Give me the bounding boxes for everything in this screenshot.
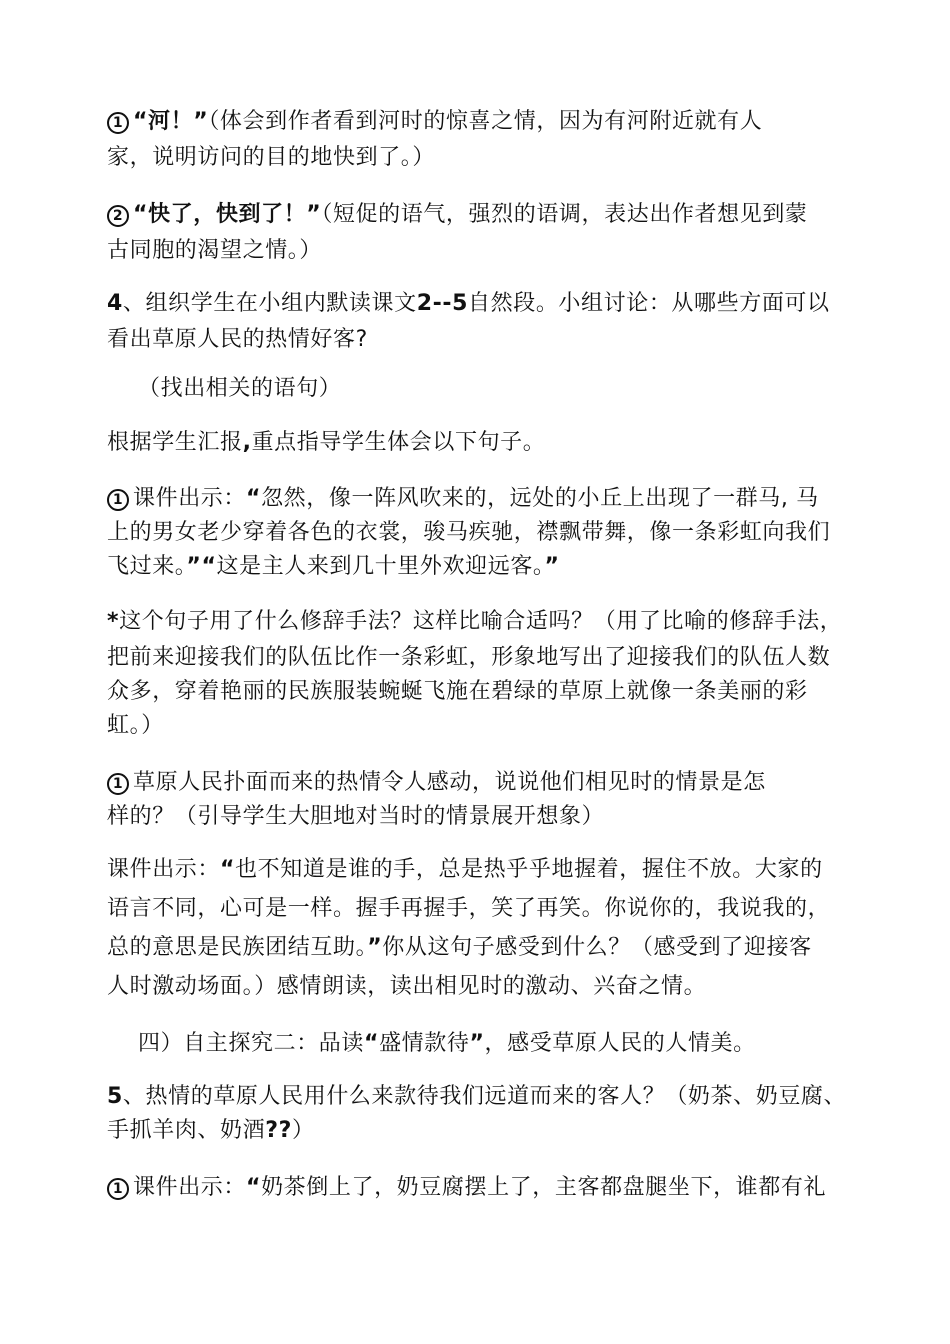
text: 看出草原人民的热情好客?	[107, 327, 368, 352]
text: 也不知道是谁的手，总是热乎乎地握着，握住不放。大家的	[235, 857, 823, 882]
paragraph-6-line-3	[107, 552, 560, 582]
text: 你从这句子感受到什么？（感受到了迎接客	[382, 935, 812, 960]
text: 把前来迎接我们的队伍比作一条彩虹，形象地写出了迎接我们的队伍人数	[107, 645, 831, 670]
circled-number-marker: 1	[107, 773, 129, 795]
paragraph-11-line-1	[107, 1082, 846, 1112]
text: 奶茶倒上了，奶豆腐摆上了，主客都盘腿坐下，谁都有礼	[261, 1175, 827, 1200]
text: 盛情款待	[379, 1031, 470, 1056]
text: ）	[291, 1118, 315, 1143]
paragraph-7-line-3	[107, 677, 808, 707]
paragraph-6-line-2	[107, 518, 830, 548]
paragraph-10-line-1	[138, 1029, 756, 1059]
section-heading: 四）自主探究二：品读	[138, 1031, 365, 1056]
text: （短促的语气，强烈的语调，表达出作者想见到蒙	[321, 202, 808, 227]
paragraph-7-line-2	[107, 643, 830, 673]
text: 飞过来。	[107, 554, 187, 579]
paragraph-12-line-1	[107, 1173, 826, 1203]
paragraph-8-line-1	[107, 768, 766, 798]
text: 家，说明访问的目的地快到了。）	[107, 145, 436, 170]
paragraph-9-line-1	[107, 855, 823, 885]
circled-number-marker: 1	[107, 1178, 129, 1200]
step-number: 5	[107, 1084, 123, 1109]
text: 、组织学生在小组内默读课文	[122, 291, 417, 316]
paragraph-3-line-1	[107, 289, 830, 319]
quote-mark: “	[220, 857, 236, 882]
paragraph-6-line-1	[107, 484, 819, 514]
text: 课件出示：	[133, 486, 247, 511]
text: 总的意思是民族团结互助。	[107, 935, 368, 960]
text: 手抓羊肉、奶酒	[107, 1118, 266, 1143]
circled-number-marker: 2	[107, 205, 129, 227]
text: 样的？（引导学生大胆地对当时的情景展开想象）	[107, 804, 605, 829]
quote-mark: ”	[367, 935, 383, 960]
text: 课件出示：	[107, 857, 221, 882]
text: （找出相关的语句）	[138, 376, 342, 401]
text: 重点指导学生体会以下句子。	[251, 430, 546, 455]
paragraph-7-line-1	[107, 607, 842, 637]
range-number: 2--5	[416, 291, 469, 316]
paragraph-9-line-2	[107, 894, 830, 924]
paragraph-9-line-3	[107, 933, 812, 963]
paragraph-2-line-2	[107, 236, 322, 266]
asterisk-marker: *	[107, 609, 120, 634]
text: ，感受草原人民的人情美。	[484, 1031, 756, 1056]
text: 自然段。小组讨论：从哪些方面可以	[468, 291, 830, 316]
text: 这是主人来到几十里外欢迎远客。	[216, 554, 545, 579]
paragraph-7-line-4	[107, 711, 164, 741]
paragraph-8-line-2	[107, 802, 604, 832]
quote-lead: “快了，快到了！”	[133, 202, 322, 227]
text: 根据学生汇报	[107, 430, 243, 455]
quote-lead: “河！”	[133, 109, 209, 134]
text: 、热情的草原人民用什么来款待我们远道而来的客人？（奶茶、奶豆腐、	[122, 1084, 847, 1109]
paragraph-3-line-2	[107, 325, 368, 355]
quote-mark: ”	[544, 554, 560, 579]
paragraph-11-line-2	[107, 1116, 315, 1146]
paragraph-2-line-1	[107, 200, 808, 230]
text: 众多，穿着艳丽的民族服装蜿蜒飞施在碧绿的草原上就像一条美丽的彩	[107, 679, 808, 704]
text: 草原人民扑面而来的热情令人感动，说说他们相见时的情景是怎	[133, 770, 766, 795]
step-number: 4	[107, 291, 123, 316]
quote-mark: ”“	[186, 554, 217, 579]
paragraph-1-line-1	[107, 107, 762, 137]
quote-mark: ”	[469, 1031, 485, 1056]
paragraph-5-line-1	[107, 428, 545, 458]
quote-mark: “	[246, 486, 262, 511]
circled-number-marker: 1	[107, 489, 129, 511]
paragraph-4-line-1	[138, 374, 341, 404]
paragraph-1-line-2	[107, 143, 435, 173]
circled-number-marker: 1	[107, 112, 129, 134]
text: 古同胞的渴望之情。）	[107, 238, 323, 263]
text: 虹。）	[107, 713, 164, 738]
comma: ,	[242, 430, 252, 455]
text: 这个句子用了什么修辞手法？这样比喻合适吗？（用了比喻的修辞手法，	[119, 609, 843, 634]
text: 上的男女老少穿着各色的衣裳，骏马疾驰，襟飘带舞，像一条彩虹向我们	[107, 520, 831, 545]
text: 课件出示：	[133, 1175, 247, 1200]
paragraph-9-line-4	[107, 972, 706, 1002]
text: （体会到作者看到河时的惊喜之情，因为有河附近就有人	[208, 109, 763, 134]
quote-mark: “	[364, 1031, 380, 1056]
text: 人时激动场面。）感情朗读，读出相见时的激动、兴奋之情。	[107, 974, 707, 999]
quote-mark: “	[246, 1175, 262, 1200]
text: 忽然，像一阵风吹来的，远处的小丘上出现了一群马, 马	[261, 486, 819, 511]
question-marks: ??	[265, 1118, 292, 1143]
text: 语言不同，心可是一样。握手再握手，笑了再笑。你说你的，我说我的，	[107, 896, 831, 921]
